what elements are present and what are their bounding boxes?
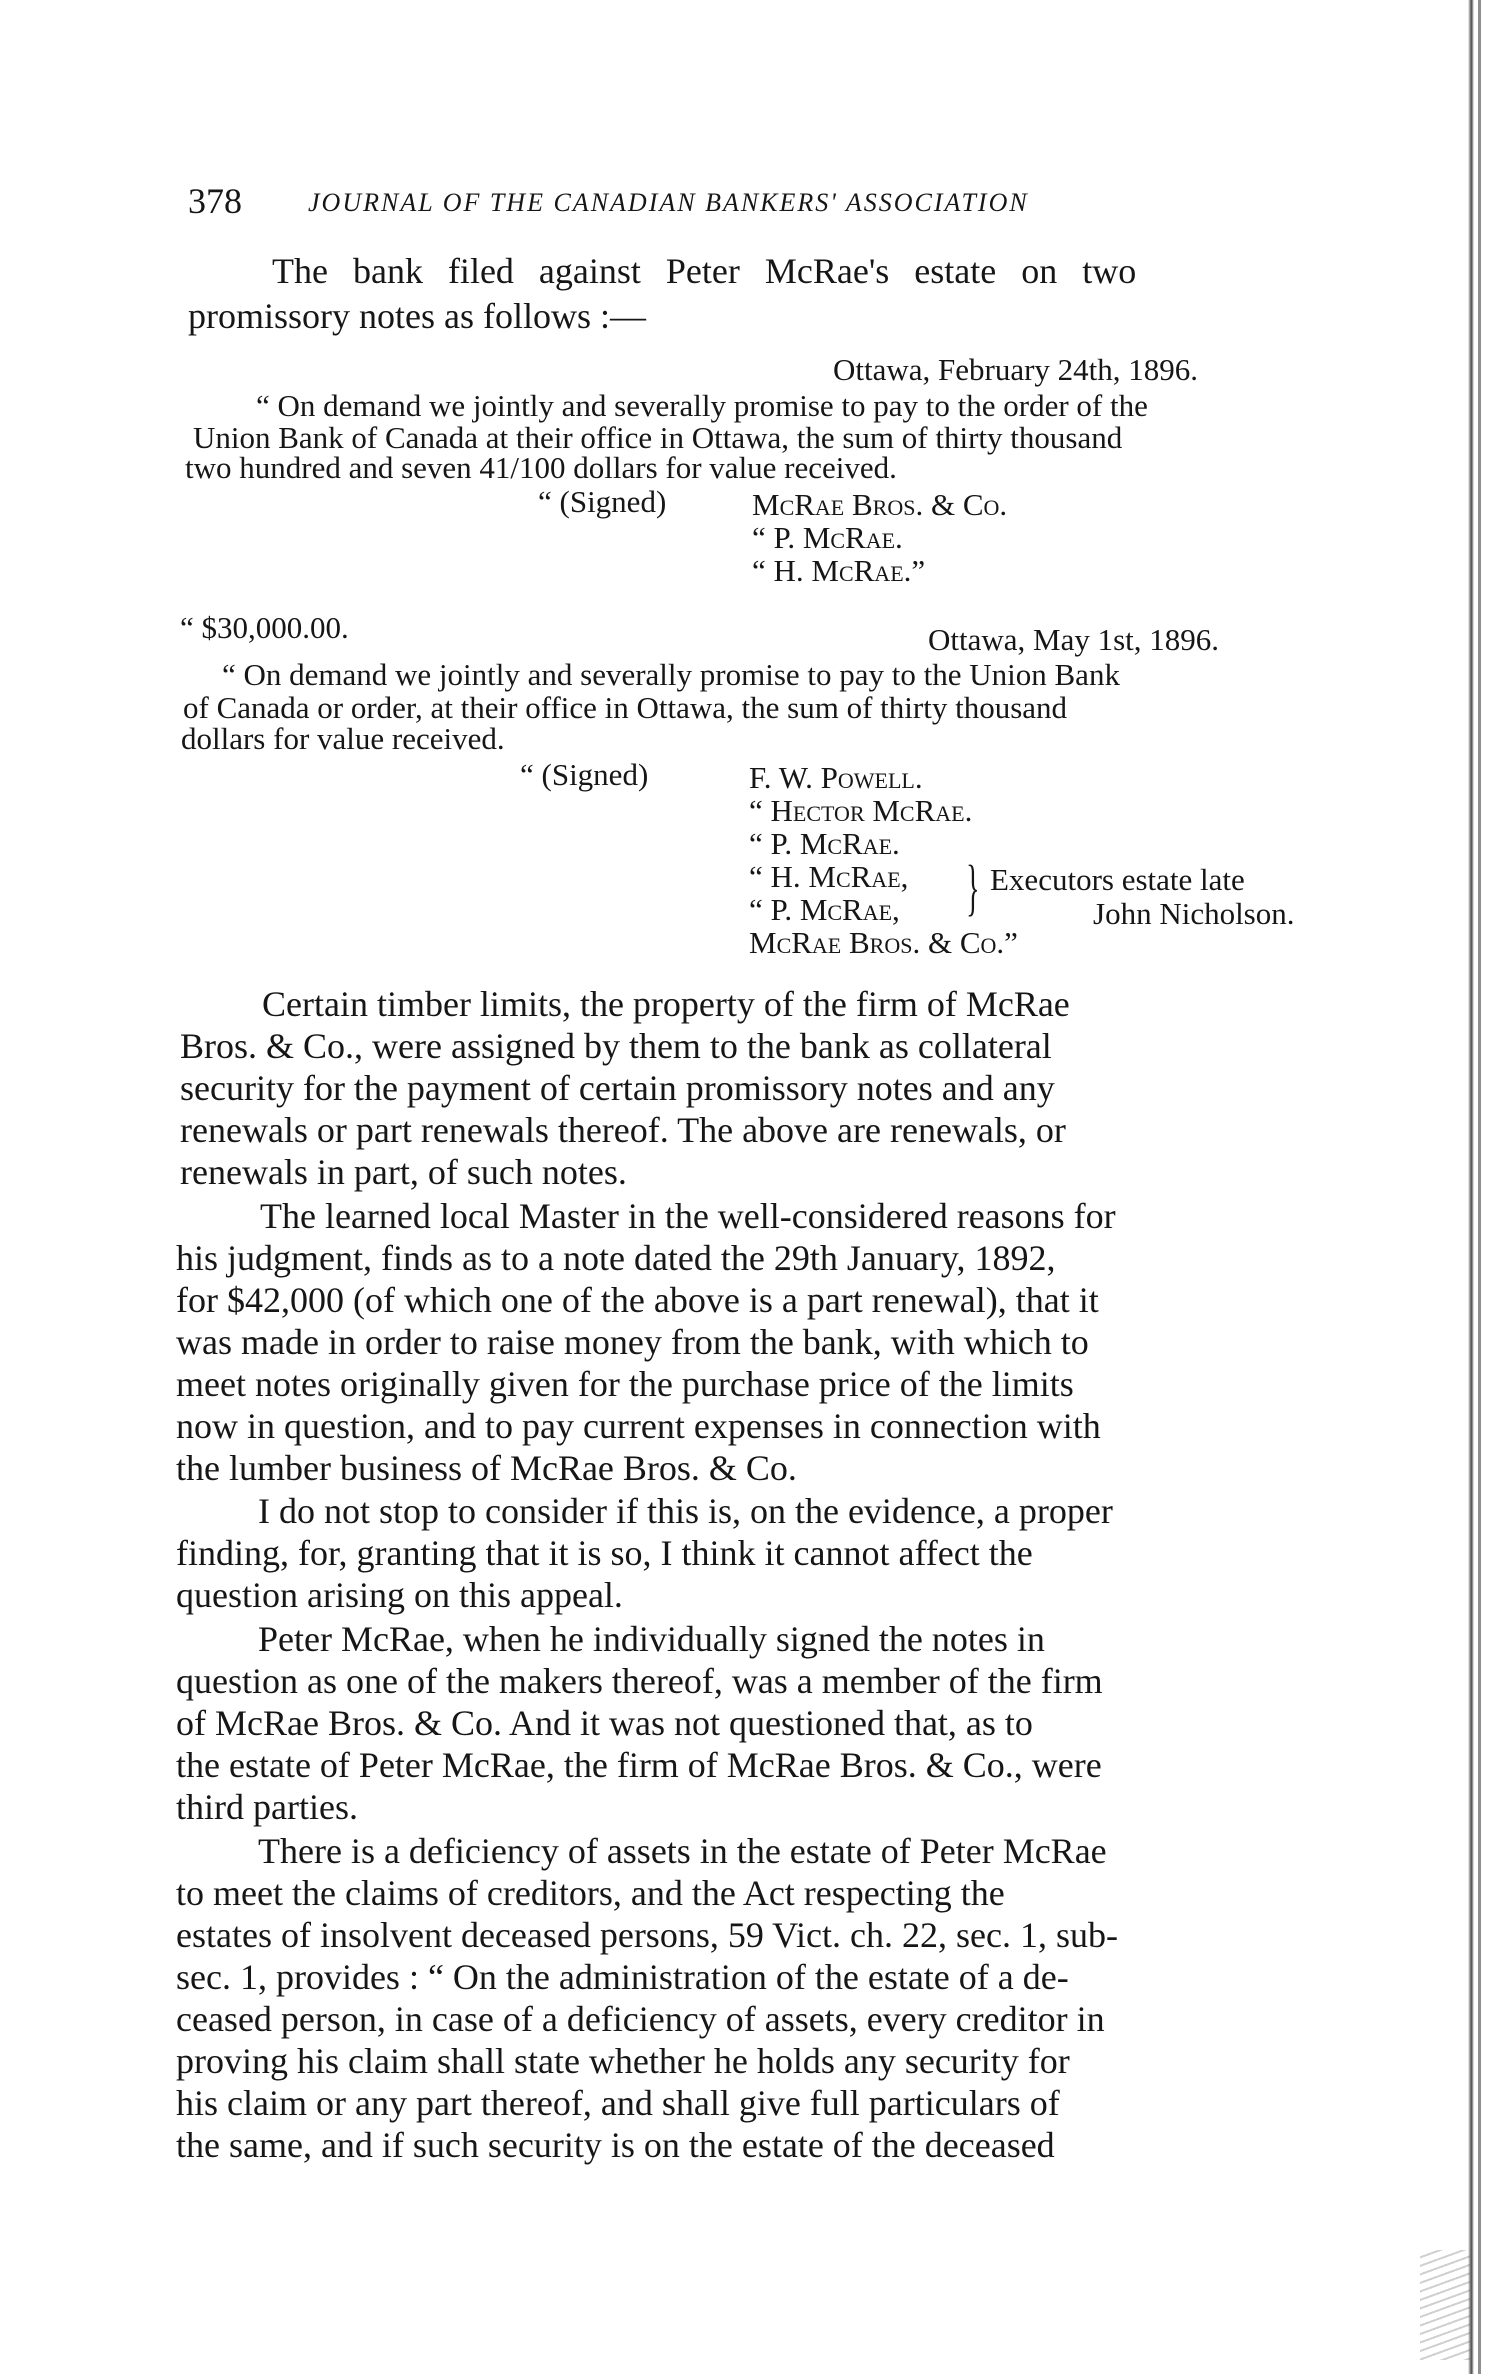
note2-dateline: Ottawa, May 1st, 1896.	[928, 622, 1220, 657]
note2-line-2: of Canada or order, at their office in Ottawa, the sum of thirty thousand	[183, 690, 1068, 725]
para1-line-1: Certain timber limits, the property of the firm of McRae	[262, 984, 1070, 1024]
para5-line-8: the same, and if such security is on the estate of the deceased	[176, 2125, 1055, 2165]
running-title: JOURNAL OF THE CANADIAN BANKERS' ASSOCIATION	[308, 188, 1029, 217]
para5-line-6: proving his claim shall state whether he holds any security for	[176, 2041, 1070, 2081]
para2-line-6: now in question, and to pay current expenses in connection with	[176, 1406, 1101, 1446]
para5-line-4: sec. 1, provides : “ On the administration of the estate of a de-	[176, 1957, 1069, 1997]
para2-line-4: was made in order to raise money from the bank, with which to	[176, 1322, 1089, 1362]
note1-signature-2: “ P. McRae.	[752, 520, 903, 555]
para1-line-3: security for the payment of certain promissory notes and any	[180, 1068, 1055, 1108]
para4-line-5: third parties.	[176, 1787, 358, 1827]
note2-line-1: “ On demand we jointly and severally promise to pay to the Union Bank	[222, 657, 1120, 692]
note2-signature-2: “ Hector McRae.	[749, 793, 973, 828]
note1-dateline: Ottawa, February 24th, 1896.	[833, 352, 1199, 387]
intro-line-2: promissory notes as follows :—	[188, 296, 646, 336]
para3-line-1: I do not stop to consider if this is, on the evidence, a proper	[258, 1491, 1113, 1531]
para2-line-1: The learned local Master in the well-considered reasons for	[260, 1196, 1116, 1236]
para5-line-3: estates of insolvent deceased persons, 59 Vict. ch. 22, sec. 1, sub-	[176, 1915, 1118, 1955]
para5-line-7: his claim or any part thereof, and shall give full particulars of	[176, 2083, 1060, 2123]
note1-signature-3: “ H. McRae.”	[752, 553, 926, 588]
note2-amount: “ $30,000.00.	[180, 610, 349, 645]
para1-line-5: renewals in part, of such notes.	[180, 1152, 627, 1192]
para4-line-1: Peter McRae, when he individually signed the notes in	[258, 1619, 1045, 1659]
para4-line-2: question as one of the makers thereof, was a member of the firm	[176, 1661, 1103, 1701]
note1-signature-1: McRae Bros. & Co.	[752, 487, 1008, 522]
para2-line-3: for $42,000 (of which one of the above is a part renewal), that it	[176, 1280, 1099, 1320]
page-edge-shadow	[1468, 0, 1474, 2374]
page-header	[188, 180, 1208, 230]
executors-brace: }	[966, 854, 980, 922]
para4-line-4: the estate of Peter McRae, the firm of McRae Bros. & Co., were	[176, 1745, 1102, 1785]
page-number: 378	[188, 181, 242, 221]
executors-line-1: Executors estate late	[990, 862, 1245, 897]
note2-signature-4: “ H. McRae,	[749, 859, 909, 894]
note2-signed-label: “ (Signed)	[520, 757, 649, 792]
note1-line-2: Union Bank of Canada at their office in Ottawa, the sum of thirty thousand	[193, 420, 1123, 455]
note1-line-3: two hundred and seven 41/100 dollars for value received.	[185, 450, 897, 485]
intro-line-1: The bank filed against Peter McRae's estate on two	[272, 251, 1137, 291]
para1-line-4: renewals or part renewals thereof. The above are renewals, or	[180, 1110, 1066, 1150]
note1-line-1: “ On demand we jointly and severally promise to pay to the order of the	[256, 388, 1148, 423]
note1-signed-label: “ (Signed)	[538, 484, 667, 519]
para2-line-5: meet notes originally given for the purchase price of the limits	[176, 1364, 1074, 1404]
para2-line-2: his judgment, finds as to a note dated the 29th January, 1892,	[176, 1238, 1056, 1278]
para3-line-3: question arising on this appeal.	[176, 1575, 623, 1615]
scan-corner-artifact	[1420, 2250, 1470, 2360]
note2-signature-3: “ P. McRae.	[749, 826, 900, 861]
note2-signature-1: F. W. Powell.	[749, 760, 923, 795]
para5-line-5: ceased person, in case of a deficiency of assets, every creditor in	[176, 1999, 1105, 2039]
para4-line-3: of McRae Bros. & Co. And it was not questioned that, as to	[176, 1703, 1033, 1743]
para3-line-2: finding, for, granting that it is so, I think it cannot affect the	[176, 1533, 1033, 1573]
note2-signature-6: McRae Bros. & Co.”	[749, 925, 1018, 960]
executors-line-2: John Nicholson.	[1093, 896, 1295, 931]
para1-line-2: Bros. & Co., were assigned by them to the bank as collateral	[180, 1026, 1052, 1066]
para2-line-7: the lumber business of McRae Bros. & Co.	[176, 1448, 797, 1488]
para5-line-1: There is a deficiency of assets in the estate of Peter McRae	[258, 1831, 1107, 1871]
page-edge-line	[1478, 0, 1481, 2374]
para5-line-2: to meet the claims of creditors, and the Act respecting the	[176, 1873, 1005, 1913]
note2-line-3: dollars for value received.	[181, 721, 505, 756]
note2-signature-5: “ P. McRae,	[749, 892, 900, 927]
